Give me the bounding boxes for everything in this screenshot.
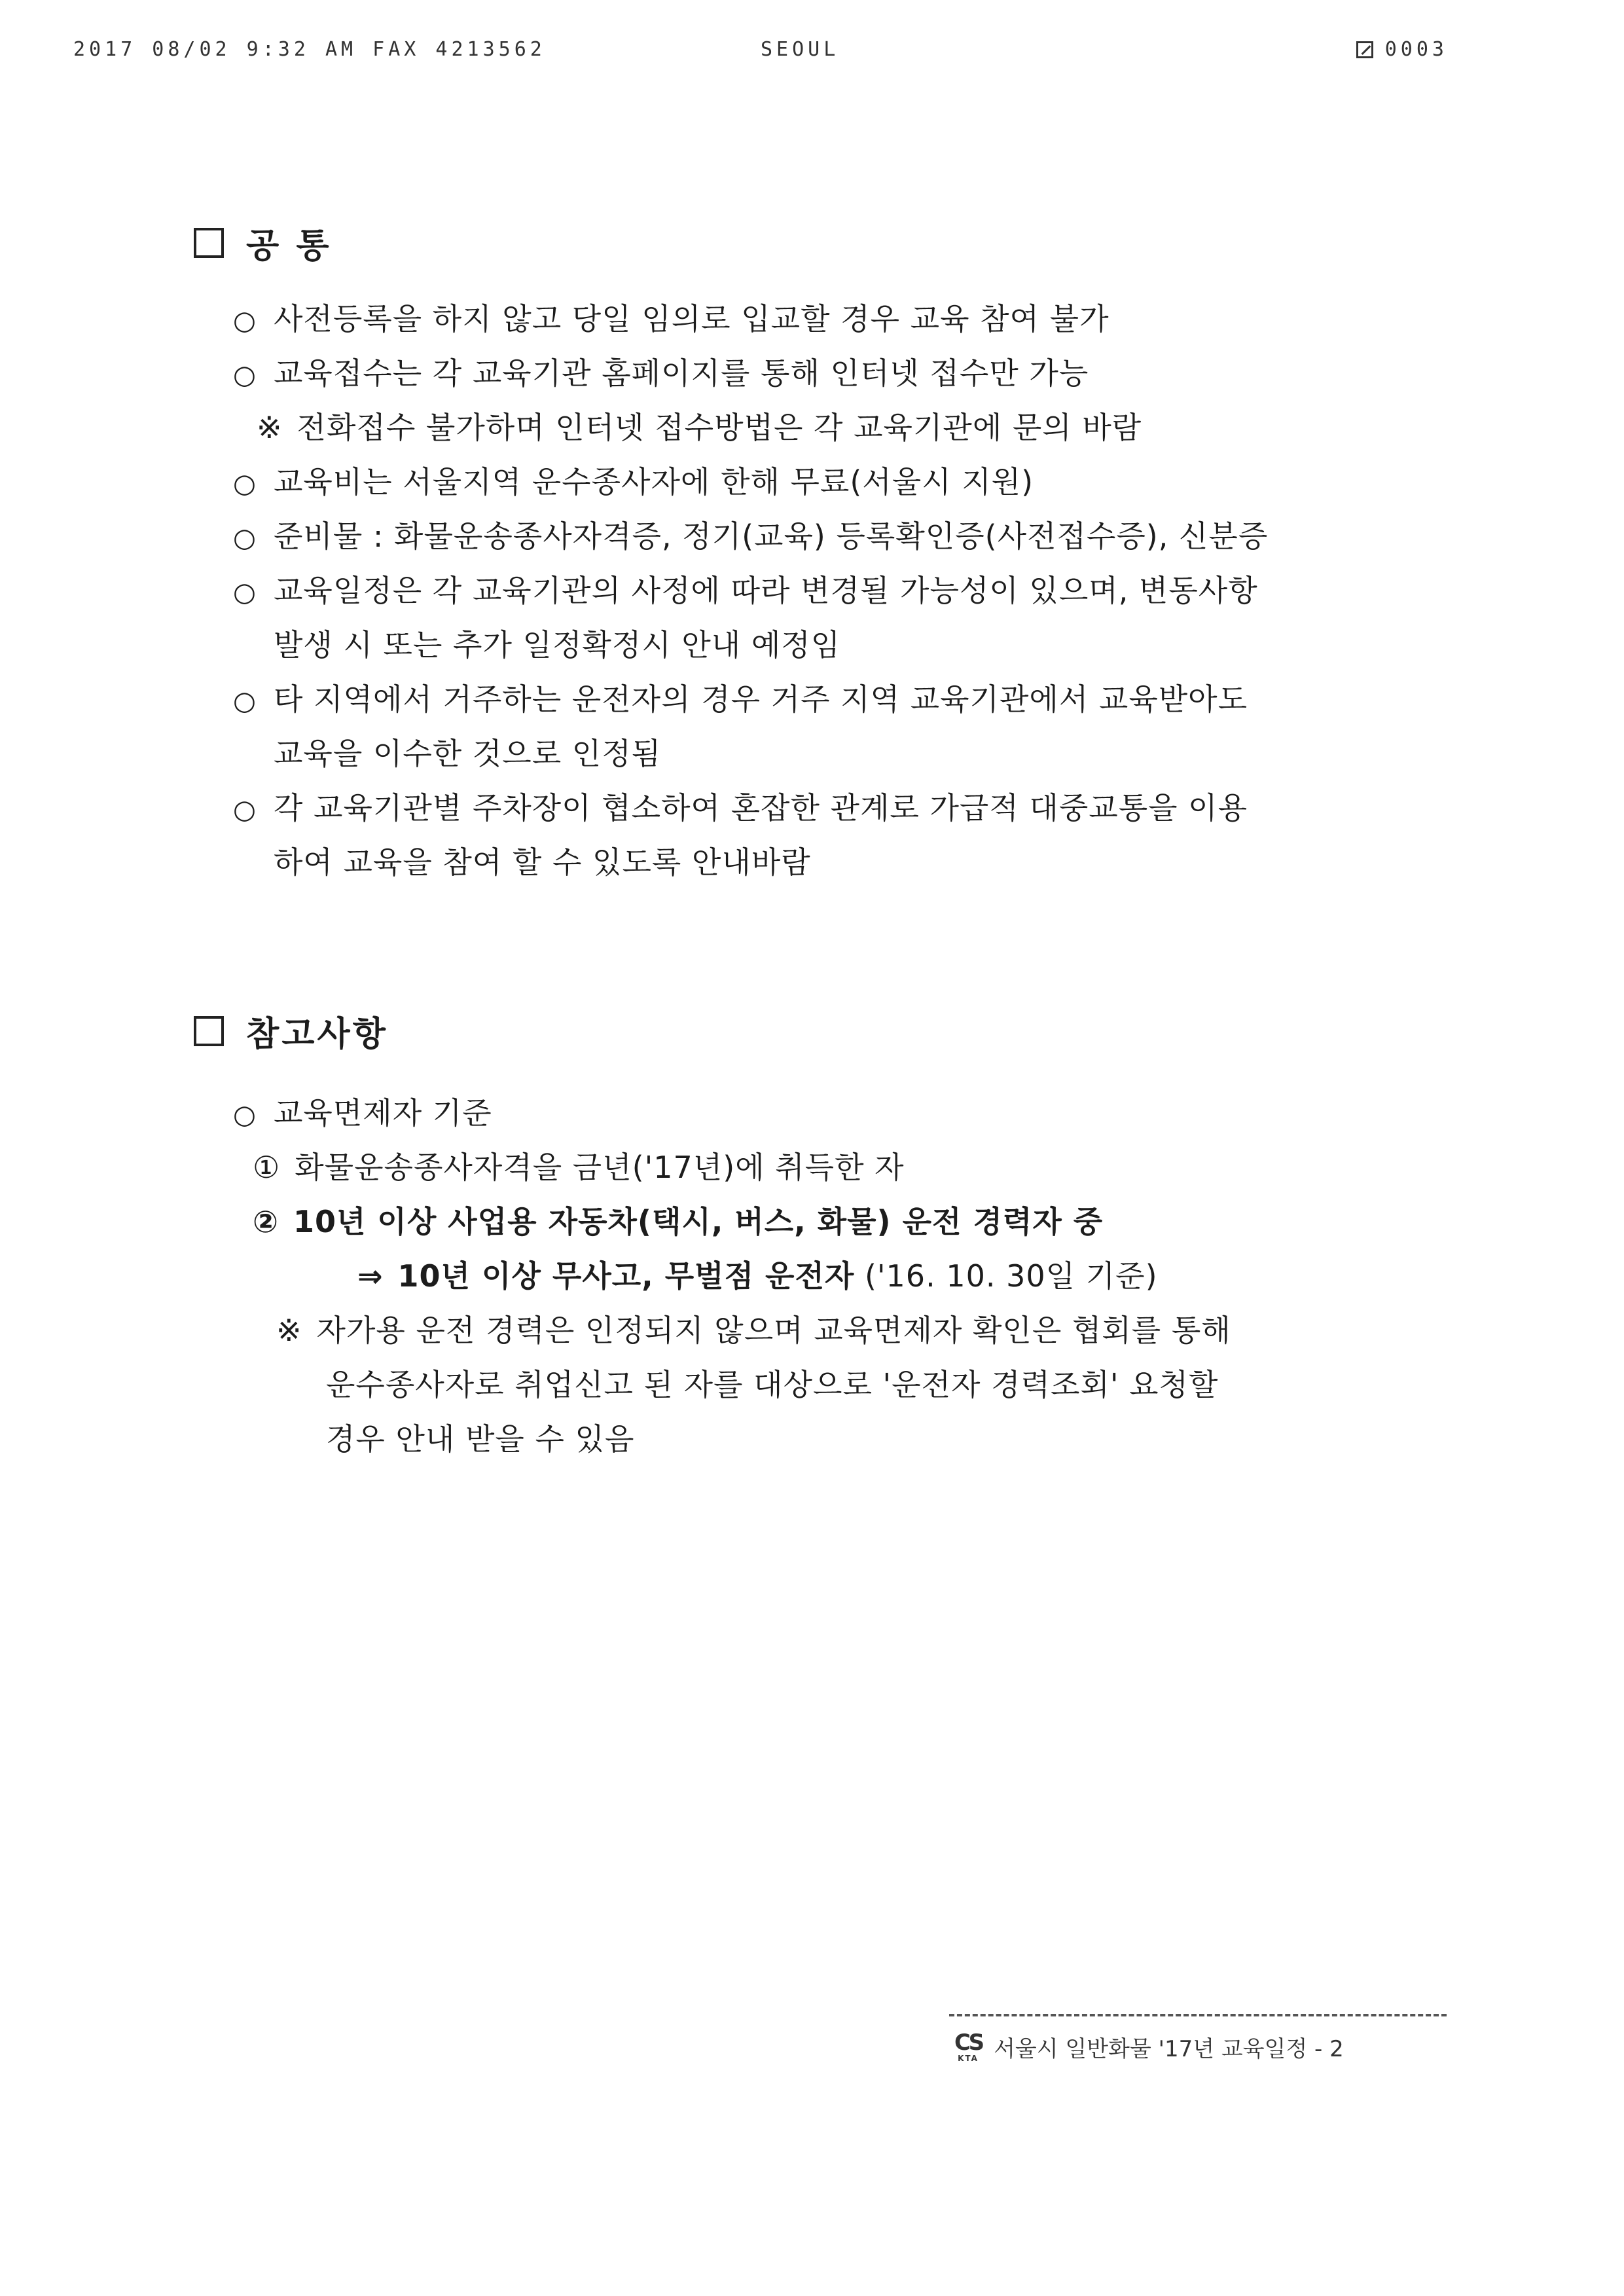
- list-item-continuation: [274, 738, 661, 769]
- list-item-continuation: [274, 845, 811, 880]
- number-two-icon: ②: [253, 1204, 279, 1239]
- list-item-text: 발생 시 또는 추가 일정확정시 안내 예정임: [274, 627, 841, 663]
- list-item-text: 하여 교육을 참여 할 수 있도록 안내바람: [274, 845, 811, 880]
- list-item-text: 교육면제자 기준: [274, 1095, 492, 1131]
- list-item-text: 준비물 : 화물운송종사자격증, 정기(교육) 등록확인증(사전접수증), 신분증: [274, 519, 1269, 554]
- list-item-text: 각 교육기관별 주차장이 협소하여 혼잡한 관계로 가급적 대중교통을 이용: [274, 790, 1248, 826]
- list-item: [233, 790, 1248, 826]
- list-item-text: 타 지역에서 거주하는 운전자의 경우 거주 지역 교육기관에서 교육받아도: [274, 682, 1248, 717]
- checkbox-square-icon: [194, 1016, 224, 1046]
- criterion-1: [253, 1150, 905, 1185]
- reference-mark-icon: ※: [276, 1313, 302, 1348]
- list-item: [233, 519, 1269, 554]
- list-item-text: 교육을 이수한 것으로 인정됨: [274, 736, 662, 771]
- note-line: [257, 412, 1142, 443]
- criterion-detail-bold: 10년 이상 무사고, 무벌점 운전자: [397, 1258, 855, 1294]
- list-item: [233, 682, 1248, 717]
- list-item-text: 교육접수는 각 교육기관 홈페이지를 통해 인터넷 접수만 가능: [274, 355, 1089, 391]
- fax-edit-icon: [1356, 41, 1373, 58]
- list-item-continuation: [274, 627, 841, 663]
- checkbox-square-icon: [194, 228, 224, 258]
- list-item: [233, 575, 1258, 606]
- criterion-text: 화물운송종사자격을 금년('17년)에 취득한 자: [295, 1150, 905, 1185]
- list-item: [233, 464, 1034, 500]
- note-text: 운수종사자로 취업신고 된 자를 대상으로 '운전자 경력조회' 요청할: [326, 1367, 1219, 1402]
- list-item-text: 교육일정은 각 교육기관의 사정에 따라 변경될 가능성이 있으며, 변동사항: [274, 573, 1258, 608]
- bullet-circle-icon: ○: [233, 795, 257, 825]
- criterion-detail-date: ('16. 10. 30일 기준): [864, 1258, 1158, 1294]
- number-one-icon: ①: [253, 1150, 281, 1185]
- footer-text: 서울시 일반화물 '17년 교육일정 - 2: [994, 2036, 1344, 2062]
- bullet-circle-icon: ○: [233, 1100, 257, 1130]
- section-heading-common: [194, 218, 332, 267]
- fax-header: [73, 38, 1448, 64]
- bullet-circle-icon: ○: [233, 306, 257, 336]
- fax-transmission-info: 2017 08/02 9:32 AM FAX 4213562: [73, 38, 546, 61]
- page-footer: [949, 2014, 1447, 2063]
- note-line-continuation: [326, 1367, 1219, 1402]
- bullet-circle-icon: ○: [233, 469, 257, 499]
- kta-logo-icon: CS KTA: [954, 2030, 983, 2063]
- criterion-2: [253, 1204, 1104, 1239]
- note-text: 경우 안내 받을 수 있음: [326, 1421, 635, 1457]
- footer-divider: [949, 2014, 1447, 2016]
- note-line: [276, 1313, 1231, 1348]
- note-text: 자가용 운전 경력은 인정되지 않으며 교육면제자 확인은 협회를 통해: [316, 1313, 1231, 1348]
- criterion-text: 10년 이상 사업용 자동차(택시, 버스, 화물) 운전 경력자 중: [293, 1204, 1104, 1239]
- criterion-2-detail: [357, 1258, 1158, 1294]
- list-item: [233, 1095, 492, 1131]
- bullet-circle-icon: ○: [233, 577, 257, 608]
- fax-page-number: 0003: [1384, 38, 1448, 61]
- fax-location: SEOUL: [761, 38, 840, 61]
- section-heading-reference: [194, 1006, 388, 1055]
- reference-mark-icon: ※: [257, 410, 283, 445]
- list-item: [233, 355, 1089, 391]
- section-title: 공 통: [246, 227, 332, 266]
- list-item-text: 사전등록을 하지 않고 당일 임의로 입교할 경우 교육 참여 불가: [274, 301, 1110, 337]
- fax-page-indicator: [1356, 38, 1448, 61]
- arrow-right-icon: ⇒: [357, 1258, 384, 1294]
- note-text: 전화접수 불가하며 인터넷 접수방법은 각 교육기관에 문의 바람: [297, 410, 1142, 445]
- bullet-circle-icon: ○: [233, 360, 257, 390]
- bullet-circle-icon: ○: [233, 523, 257, 553]
- note-line-continuation: [326, 1421, 635, 1457]
- bullet-circle-icon: ○: [233, 686, 257, 716]
- list-item-text: 교육비는 서울지역 운수종사자에 한해 무료(서울시 지원): [274, 464, 1034, 500]
- section-title: 참고사항: [246, 1015, 388, 1054]
- list-item: [233, 301, 1110, 337]
